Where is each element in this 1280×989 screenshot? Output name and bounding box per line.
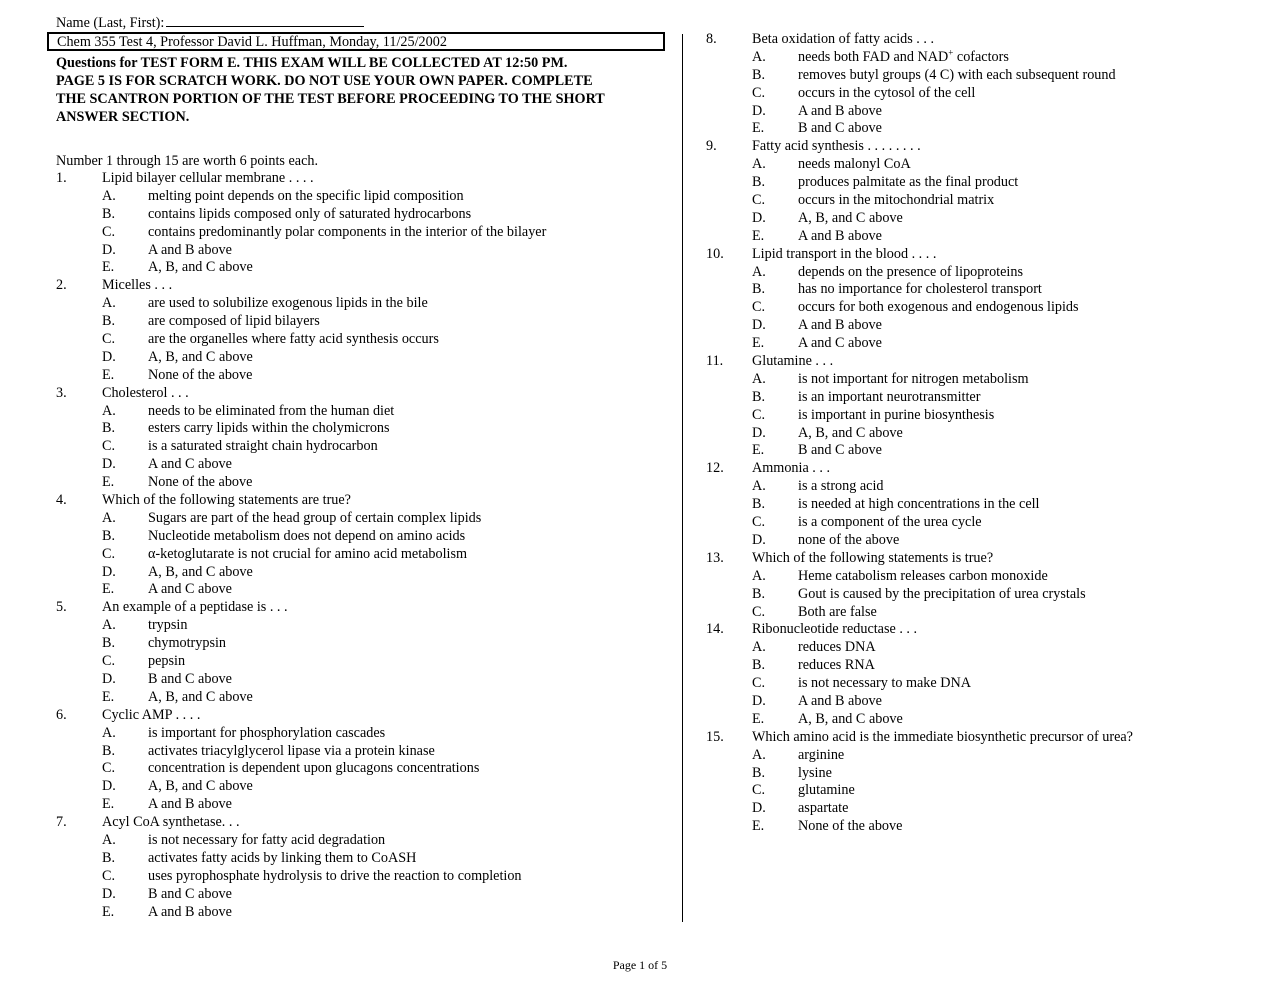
option-text: esters carry lipids within the cholymicrons bbox=[148, 420, 390, 437]
option-letter: B. bbox=[752, 66, 766, 83]
option-letter: E. bbox=[102, 688, 115, 705]
option-text: A and C above bbox=[798, 335, 882, 352]
option-letter: E. bbox=[752, 120, 765, 137]
option-text: A, B, and C above bbox=[148, 778, 253, 795]
option-text: Nucleotide metabolism does not depend on amino acids bbox=[148, 527, 466, 544]
option-text: A, B, and C above bbox=[148, 348, 253, 365]
option-letter: D. bbox=[102, 241, 116, 258]
question-text: Ribonucleotide reductase . . . bbox=[752, 621, 918, 638]
name-field bbox=[56, 13, 364, 32]
question-number: 12. bbox=[706, 460, 724, 477]
option-text: is a saturated straight chain hydrocarbon bbox=[148, 438, 378, 455]
question-number: 13. bbox=[706, 549, 724, 566]
option-letter: C. bbox=[102, 867, 116, 884]
option-text: is a component of the urea cycle bbox=[798, 514, 982, 531]
option-letter: D. bbox=[102, 348, 116, 365]
option-letter: B. bbox=[752, 496, 766, 513]
option-letter: B. bbox=[752, 281, 766, 298]
option-text: needs both FAD and NAD+ cofactors bbox=[798, 47, 1009, 65]
question-text: Beta oxidation of fatty acids . . . bbox=[752, 31, 935, 47]
option-letter: B. bbox=[752, 657, 766, 674]
option-letter: A. bbox=[752, 156, 766, 173]
option-text: concentration is dependent upon glucagons concentrations bbox=[148, 760, 480, 777]
option-letter: A. bbox=[752, 478, 766, 495]
column-divider bbox=[682, 34, 683, 922]
option-text: is important in purine biosynthesis bbox=[798, 406, 995, 423]
option-letter: A. bbox=[752, 48, 766, 65]
option-text: reduces RNA bbox=[798, 657, 875, 674]
option-letter: D. bbox=[102, 456, 116, 473]
question-text: Cyclic AMP . . . . bbox=[102, 706, 201, 723]
option-text: A and B above bbox=[148, 796, 232, 813]
option-letter: C. bbox=[102, 223, 116, 240]
option-text: lysine bbox=[798, 764, 832, 781]
option-letter: B. bbox=[102, 527, 116, 544]
option-letter: A. bbox=[102, 617, 116, 634]
option-letter: B. bbox=[102, 420, 116, 437]
question-text: Acyl CoA synthetase. . . bbox=[102, 814, 240, 831]
question-text: Cholesterol . . . bbox=[102, 384, 189, 401]
option-letter: B. bbox=[752, 174, 766, 191]
option-letter: C. bbox=[752, 406, 766, 423]
option-text: None of the above bbox=[148, 366, 253, 383]
points-note: Number 1 through 15 are worth 6 points each. bbox=[56, 153, 319, 169]
option-text: Both are false bbox=[798, 603, 877, 620]
option-letter: E. bbox=[102, 259, 115, 276]
course-header-box bbox=[47, 32, 665, 51]
option-text: aspartate bbox=[798, 800, 849, 817]
option-text: is an important neurotransmitter bbox=[798, 388, 981, 405]
option-text: uses pyrophosphate hydrolysis to drive the reaction to completion bbox=[148, 867, 522, 884]
option-letter: E. bbox=[752, 335, 765, 352]
option-letter: A. bbox=[752, 639, 766, 656]
option-letter: B. bbox=[102, 742, 116, 759]
option-letter: C. bbox=[102, 438, 116, 455]
option-text: A and B above bbox=[798, 227, 882, 244]
option-text: occurs for both exogenous and endogenous lipids bbox=[798, 299, 1079, 316]
option-letter: C. bbox=[752, 782, 766, 799]
option-text: chymotrypsin bbox=[148, 635, 227, 652]
option-text: arginine bbox=[798, 746, 845, 763]
option-letter: B. bbox=[102, 205, 116, 222]
option-letter: D. bbox=[102, 885, 116, 902]
option-letter: C. bbox=[752, 84, 766, 101]
option-text: A and B above bbox=[148, 241, 232, 258]
question-text: Which of the following statements is true? bbox=[752, 549, 994, 566]
option-text: activates triacylglycerol lipase via a protein kinase bbox=[148, 742, 435, 759]
option-letter: C. bbox=[102, 760, 116, 777]
option-text: contains predominantly polar components in the interior of the bilayer bbox=[148, 223, 547, 240]
superscript-plus: + bbox=[948, 47, 954, 58]
option-letter: B. bbox=[752, 388, 766, 405]
question-text: Which amino acid is the immediate biosynthetic precursor of urea? bbox=[752, 728, 1133, 745]
question-number: 5. bbox=[56, 599, 67, 616]
option-letter: C. bbox=[102, 545, 116, 562]
option-text: is not important for nitrogen metabolism bbox=[798, 370, 1029, 387]
option-text: B and C above bbox=[148, 885, 232, 902]
option-text: A and B above bbox=[798, 692, 882, 709]
option-letter: B. bbox=[752, 585, 766, 602]
question-number: 10. bbox=[706, 245, 724, 262]
option-text: is a strong acid bbox=[798, 478, 884, 495]
option-letter: A. bbox=[752, 263, 766, 280]
option-letter: D. bbox=[752, 102, 766, 119]
option-text: is not necessary to make DNA bbox=[798, 675, 971, 692]
question-number: 4. bbox=[56, 492, 67, 509]
option-letter: A. bbox=[102, 509, 116, 526]
option-text: Sugars are part of the head group of certain complex lipids bbox=[148, 509, 482, 526]
option-text: removes butyl groups (4 C) with each subsequent round bbox=[798, 66, 1116, 83]
option-text: needs to be eliminated from the human diet bbox=[148, 402, 395, 419]
option-text: produces palmitate as the final product bbox=[798, 174, 1019, 191]
question-text: Which of the following statements are true? bbox=[102, 492, 351, 509]
exam-instructions: Questions for TEST FORM E. THIS EXAM WILL BE COLLECTED AT 12:50 PM. PAGE 5 IS FOR SCRATCH WORK. DO NOT USE YOUR OWN PAPER. COMPLETE THE SCANTRON PORTION OF THE TEST BEFORE PROCEEDING TO THE SHORT ANSWER SECTION. bbox=[56, 55, 605, 125]
option-text: melting point depends on the specific lipid composition bbox=[148, 187, 464, 204]
option-text: Gout is caused by the precipitation of urea crystals bbox=[798, 585, 1086, 602]
option-letter: D. bbox=[752, 209, 766, 226]
option-text: A and B above bbox=[798, 102, 882, 119]
question-text: Fatty acid synthesis . . . . . . . . bbox=[752, 138, 921, 155]
option-text: trypsin bbox=[148, 617, 188, 634]
option-letter: D. bbox=[102, 563, 116, 580]
option-text: B and C above bbox=[148, 670, 232, 687]
option-text: depends on the presence of lipoproteins bbox=[798, 263, 1023, 280]
option-letter: D. bbox=[752, 531, 766, 548]
option-letter: C. bbox=[752, 603, 766, 620]
option-letter: D. bbox=[752, 424, 766, 441]
question-text: Lipid bilayer cellular membrane . . . . bbox=[102, 170, 314, 186]
question-number: 7. bbox=[56, 814, 67, 831]
question-number: 9. bbox=[706, 138, 717, 155]
name-blank-line bbox=[166, 13, 364, 27]
question-number: 1. bbox=[56, 170, 67, 186]
option-letter: C. bbox=[752, 675, 766, 692]
option-letter: D. bbox=[102, 670, 116, 687]
question-number: 3. bbox=[56, 384, 67, 401]
option-letter: A. bbox=[752, 370, 766, 387]
option-text: B and C above bbox=[798, 120, 882, 137]
option-letter: E. bbox=[102, 366, 115, 383]
question-text: Micelles . . . bbox=[102, 277, 173, 294]
option-text: A, B, and C above bbox=[148, 259, 253, 276]
course-line: Chem 355 Test 4, Professor David L. Huffman, Monday, 11/25/2002 bbox=[57, 34, 447, 50]
option-letter: A. bbox=[102, 724, 116, 741]
option-text: contains lipids composed only of saturated hydrocarbons bbox=[148, 205, 472, 222]
question-number: 11. bbox=[706, 353, 724, 370]
option-text: has no importance for cholesterol transport bbox=[798, 281, 1042, 298]
option-text: α-ketoglutarate is not crucial for amino acid metabolism bbox=[148, 545, 468, 562]
page-footer: Page 1 of 5 bbox=[612, 958, 668, 972]
option-text: A, B, and C above bbox=[148, 563, 253, 580]
option-text: is needed at high concentrations in the cell bbox=[798, 496, 1040, 513]
question-text: An example of a peptidase is . . . bbox=[102, 599, 288, 616]
option-letter: A. bbox=[102, 187, 116, 204]
option-letter: E. bbox=[102, 796, 115, 813]
option-letter: B. bbox=[102, 849, 116, 866]
option-letter: E. bbox=[102, 581, 115, 598]
question-number: 15. bbox=[706, 728, 724, 745]
option-letter: B. bbox=[102, 313, 116, 330]
question-number: 6. bbox=[56, 706, 67, 723]
option-text: occurs in the mitochondrial matrix bbox=[798, 192, 995, 209]
option-letter: E. bbox=[102, 474, 115, 491]
option-letter: A. bbox=[102, 295, 116, 312]
question-number: 2. bbox=[56, 277, 67, 294]
option-letter: D. bbox=[102, 778, 116, 795]
option-letter: D. bbox=[752, 317, 766, 334]
option-text: None of the above bbox=[148, 474, 253, 491]
option-text: A, B, and C above bbox=[798, 710, 903, 727]
option-text: Heme catabolism releases carbon monoxide bbox=[798, 567, 1048, 584]
option-letter: E. bbox=[752, 442, 765, 459]
option-text: activates fatty acids by linking them to CoASH bbox=[148, 849, 417, 866]
option-text: are used to solubilize exogenous lipids in the bile bbox=[148, 295, 428, 312]
option-letter: C. bbox=[752, 514, 766, 531]
option-letter: C. bbox=[102, 653, 116, 670]
option-letter: A. bbox=[102, 402, 116, 419]
option-letter: D. bbox=[752, 800, 766, 817]
question-number: 14. bbox=[706, 621, 724, 638]
option-letter: C. bbox=[752, 192, 766, 209]
option-letter: D. bbox=[752, 692, 766, 709]
option-letter: C. bbox=[102, 331, 116, 348]
option-text: A, B, and C above bbox=[798, 424, 903, 441]
option-letter: A. bbox=[752, 746, 766, 763]
option-letter: E. bbox=[752, 710, 765, 727]
option-letter: A. bbox=[102, 831, 116, 848]
option-text: A, B, and C above bbox=[148, 688, 253, 705]
option-text: A and C above bbox=[148, 456, 232, 473]
option-text: B and C above bbox=[798, 442, 882, 459]
option-letter: B. bbox=[102, 635, 116, 652]
option-letter: E. bbox=[102, 903, 115, 920]
option-text: None of the above bbox=[798, 818, 903, 835]
name-label: Name (Last, First): bbox=[56, 15, 165, 31]
option-letter: E. bbox=[752, 818, 765, 835]
option-letter: C. bbox=[752, 299, 766, 316]
option-text: glutamine bbox=[798, 782, 855, 799]
question-text: Ammonia . . . bbox=[752, 460, 831, 477]
option-text: needs malonyl CoA bbox=[798, 156, 911, 173]
option-text: A and B above bbox=[798, 317, 882, 334]
option-text: reduces DNA bbox=[798, 639, 876, 656]
option-text: is important for phosphorylation cascades bbox=[148, 724, 386, 741]
question-text: Glutamine . . . bbox=[752, 353, 834, 370]
option-text: none of the above bbox=[798, 531, 900, 548]
question-number: 8. bbox=[706, 31, 717, 47]
option-letter: E. bbox=[752, 227, 765, 244]
option-text: A and C above bbox=[148, 581, 232, 598]
option-text: A and B above bbox=[148, 903, 232, 920]
option-text: are the organelles where fatty acid synthesis occurs bbox=[148, 331, 439, 348]
option-text: pepsin bbox=[148, 653, 186, 670]
option-text: A, B, and C above bbox=[798, 209, 903, 226]
option-text: occurs in the cytosol of the cell bbox=[798, 84, 976, 101]
option-letter: A. bbox=[752, 567, 766, 584]
option-text: are composed of lipid bilayers bbox=[148, 313, 320, 330]
option-letter: B. bbox=[752, 764, 766, 781]
option-text: is not necessary for fatty acid degradation bbox=[148, 831, 386, 848]
question-text: Lipid transport in the blood . . . . bbox=[752, 245, 937, 262]
